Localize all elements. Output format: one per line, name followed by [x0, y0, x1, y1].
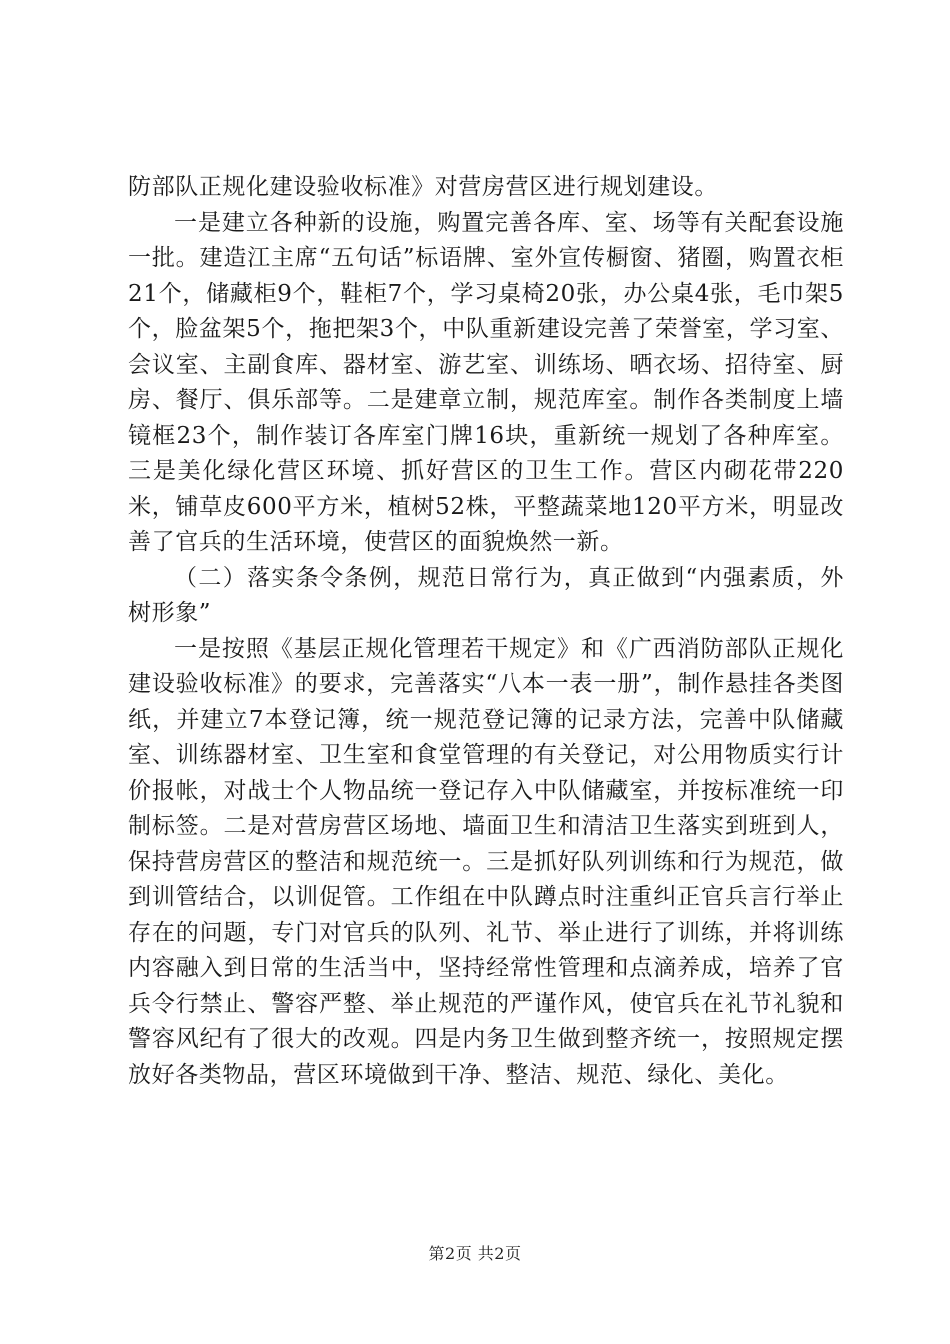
page-footer: 第2页 共2页 [428, 1244, 522, 1263]
paragraph-continuation: 防部队正规化建设验收标准》对营房营区进行规划建设。 [128, 174, 718, 200]
paragraph-facilities: 一是建立各种新的设施，购置完善各库、室、场等有关配套设施一批。建造江主席“五句话”标语牌、室外宣传橱窗、猪圈，购置衣柜21个，储藏柜9个，鞋柜7个，学习桌椅20张，办公桌4张，毛巾架5个，脸盆架5个，拖把架3个，中队重新建设完善了荣誉室，学习室、会议室、主副食库、器材室、游艺室、训练场、晒衣场、招待室、厨房、餐厅、俱乐部等。二是建章立制，规范库室。制作各类制度上墙镜框23个，制作装订各库室门牌16块，重新统一规划了各种库室。三是美化绿化营区环境、抓好营区的卫生工作。营区内砌花带220米，铺草皮600平方米，植树52株，平整蔬菜地120平方米，明显改善了官兵的生活环境，使营区的面貌焕然一新。 [128, 209, 844, 555]
section-heading-regulations: （二）落实条令条例，规范日常行为，真正做到“内强素质，外树形象” [128, 564, 844, 626]
paragraph-regulations: 一是按照《基层正规化管理若干规定》和《广西消防部队正规化建设验收标准》的要求，完善落实“八本一表一册”，制作悬挂各类图纸，并建立7本登记簿，统一规范登记簿的记录方法，完善中队储藏室、训练器材室、卫生室和食堂管理的有关登记，对公用物质实行计价报帐，对战士个人物品统一登记存入中队储藏室，并按标准统一印制标签。二是对营房营区场地、墙面卫生和清洁卫生落实到班到人，保持营房营区的整洁和规范统一。三是抓好队列训练和行为规范，做到训管结合，以训促管。工作组在中队蹲点时注重纠正官兵言行举止存在的问题，专门对官兵的队列、礼节、举止进行了训练，并将训练内容融入到日常的生活当中，坚持经常性管理和点滴养成，培养了官兵令行禁止、警容严整、举止规范的严谨作风，使官兵在礼节礼貌和警容风纪有了很大的改观。四是内务卫生做到整齐统一，按照规定摆放好各类物品，营区环境做到干净、整洁、规范、绿化、美化。 [128, 635, 844, 1088]
document-body [128, 170, 844, 1093]
